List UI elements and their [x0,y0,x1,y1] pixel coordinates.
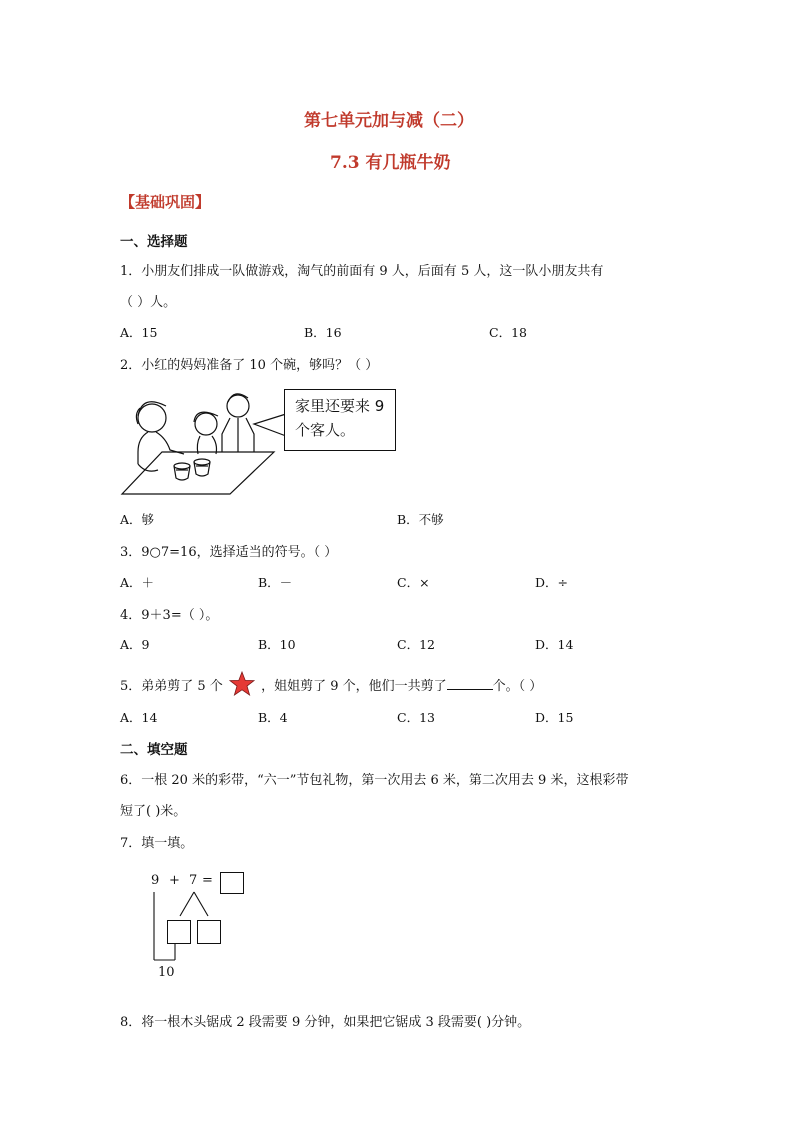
q7-equals: = [202,873,213,888]
q3-option-a[interactable]: A．＋ [120,575,155,590]
q3-option-d[interactable]: D．÷ [535,575,568,590]
q4-option-a[interactable]: A．9 [120,637,150,652]
speech-bubble [284,389,396,451]
q5-option-d[interactable]: D．15 [535,710,574,725]
q1-option-a[interactable]: A．15 [120,325,158,340]
lesson-title: 7.3 有几瓶牛奶 [330,153,451,173]
part1-heading: 一、选择题 [120,234,188,250]
q7-plus: + [169,873,180,888]
q7-text: 7．填一填。 [120,836,194,851]
speech-line-2: 个客人。 [295,421,356,439]
q4-option-c[interactable]: C．12 [397,637,435,652]
q5-text-before: 5．弟弟剪了 5 个 [120,679,223,694]
q3-option-b[interactable]: B．－ [258,575,293,590]
q5-option-a[interactable]: A．14 [120,710,158,725]
q8-text: 8．将一根木头锯成 2 段需要 9 分钟，如果把它锯成 3 段需要( )分钟。 [120,1015,531,1030]
q2-text: 2．小红的妈妈准备了 10 个碗，够吗？（ ） [120,358,379,373]
q2-option-a[interactable]: A．够 [120,512,155,527]
q4-option-d[interactable]: D．14 [535,637,574,652]
q3-option-c[interactable]: C．× [397,575,430,590]
q3-text: 3．9○7=16，选择适当的符号。（ ） [120,545,338,560]
q6-line1: 6．一根 20 米的彩带，“六一”节包礼物，第一次用去 6 米，第二次用去 9 米，这根彩带 [120,773,629,788]
q6-line2: 短了( )米。 [120,804,187,819]
q5-text [120,671,542,697]
q5-text-end: 个。（ ） [492,679,543,694]
q5-text-after: ，姐姐剪了 9 个，他们一共剪了 [261,679,447,694]
q2-option-b[interactable]: B．不够 [397,512,444,527]
q7-number-a: 9 [151,873,160,888]
q5-blank[interactable] [447,677,493,690]
speech-bubble-pointer [252,410,288,444]
q7-split-box-left[interactable] [167,920,191,944]
unit-title: 第七单元加与减（二） [304,111,474,131]
section-basic: 【基础巩固】 [120,193,211,211]
part2-heading: 二、填空题 [120,742,188,758]
q7-answer-box[interactable] [220,872,244,894]
q7-number-b: 7 [189,873,198,888]
q1-line1: 1．小朋友们排成一队做游戏，淘气的前面有 9 人，后面有 5 人，这一队小朋友共有 [120,264,604,279]
q7-split-box-right[interactable] [197,920,221,944]
star-icon [229,671,255,697]
q1-line2: （ ）人。 [120,295,177,310]
q4-option-b[interactable]: B．10 [258,637,296,652]
q5-option-b[interactable]: B．4 [258,710,288,725]
q7-ten: 10 [158,965,175,980]
speech-line-1: 家里还要来 9 [295,397,385,415]
q4-text: 4．9＋3=（ ）。 [120,608,219,623]
q1-option-c[interactable]: C．18 [489,325,527,340]
q5-option-c[interactable]: C．13 [397,710,435,725]
q1-option-b[interactable]: B．16 [304,325,342,340]
